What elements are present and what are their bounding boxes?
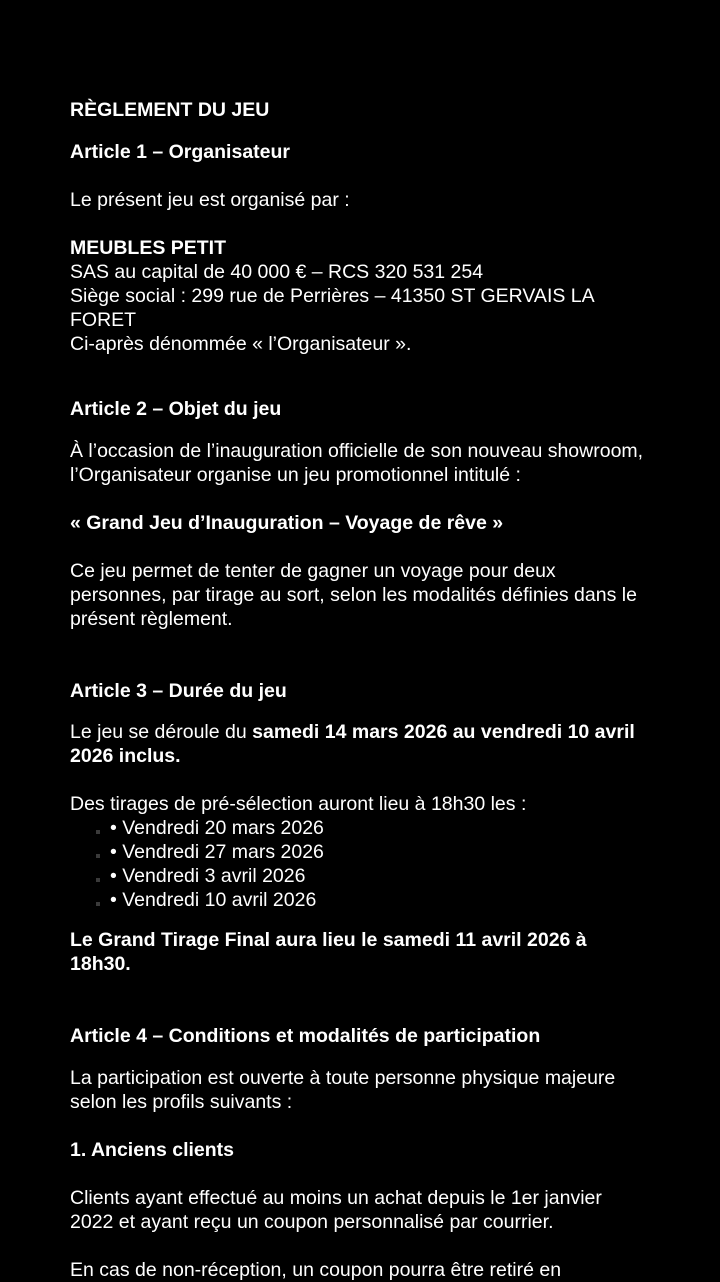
final-draw: Le Grand Tirage Final aura lieu le samedi 11 avril 2026 à 18h30. — [70, 929, 587, 975]
article-4-heading: Article 4 – Conditions et modalités de participation — [70, 1025, 541, 1047]
game-period-dates: samedi 14 mars 2026 au vendredi 10 avril 2026 inclus. — [70, 721, 635, 767]
list-item: • Vendredi 3 avril 2026 — [110, 864, 650, 888]
article-4-intro: La participation est ouverte à toute personne physique majeure selon les profils suivants : — [70, 1067, 616, 1113]
organizer-name: MEUBLES PETIT — [70, 237, 227, 259]
game-period — [70, 720, 650, 768]
organizer-address: Siège social : 299 rue de Perrières – 41350 ST GERVAIS LA FORET — [70, 285, 594, 331]
preselection-dates-list — [70, 816, 650, 912]
article-2-intro: À l’occasion de l’inauguration officielle de son nouveau showroom, l’Organisateur organise un jeu promotionnel intitulé : — [70, 440, 644, 486]
list-item: • Vendredi 10 avril 2026 — [110, 888, 650, 912]
article-2-description: Ce jeu permet de tenter de gagner un voyage pour deux personnes, par tirage au sort, selon les modalités définies dans le présent règlement. — [70, 560, 637, 630]
game-period-prefix: Le jeu se déroule du — [70, 721, 253, 743]
game-name: « Grand Jeu d’Inauguration – Voyage de rêve » — [70, 512, 504, 534]
profile-1-note: En cas de non-réception, un coupon pourra être retiré en — [70, 1259, 562, 1281]
document-title: RÈGLEMENT DU JEU — [70, 99, 270, 121]
rules-document — [70, 98, 650, 1282]
profile-1-title: 1. Anciens clients — [70, 1139, 235, 1161]
profile-1-text: Clients ayant effectué au moins un achat depuis le 1er janvier 2022 et ayant reçu un coupon personnalisé par courrier. — [70, 1187, 602, 1233]
list-item: • Vendredi 20 mars 2026 — [110, 816, 650, 840]
article-3-heading: Article 3 – Durée du jeu — [70, 680, 287, 702]
article-1-heading: Article 1 – Organisateur — [70, 141, 291, 163]
list-item: • Vendredi 27 mars 2026 — [110, 840, 650, 864]
organizer-capital: SAS au capital de 40 000 € – RCS 320 531 254 — [70, 261, 484, 283]
article-1-intro: Le présent jeu est organisé par : — [70, 189, 350, 211]
organizer-designation: Ci-après dénommée « l’Organisateur ». — [70, 333, 412, 355]
preselection-intro: Des tirages de pré-sélection auront lieu à 18h30 les : — [70, 793, 527, 815]
article-2-heading: Article 2 – Objet du jeu — [70, 398, 282, 420]
